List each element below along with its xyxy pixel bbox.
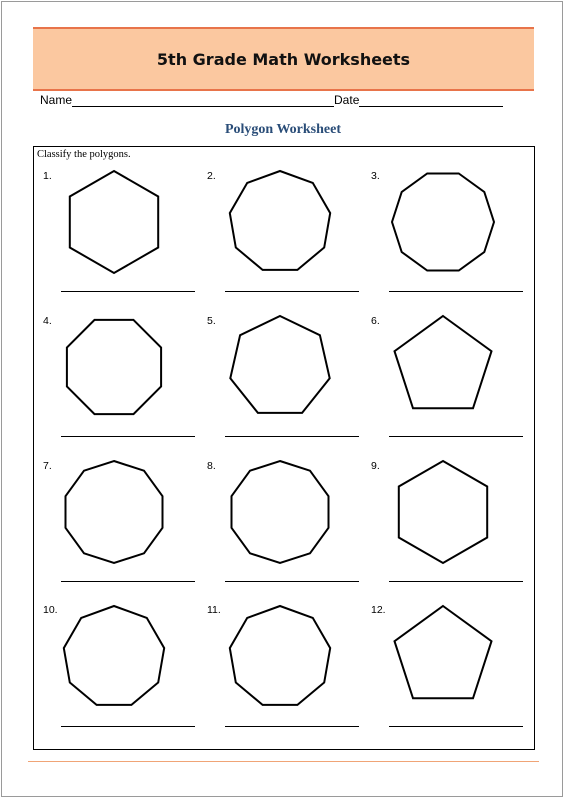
answer-line[interactable] (389, 726, 523, 727)
page-title: 5th Grade Math Worksheets (156, 49, 411, 69)
footer-rule (28, 761, 539, 762)
problem-number: 12. (371, 604, 386, 616)
answer-line[interactable] (225, 726, 359, 727)
instructions: Classify the polygons. (37, 149, 131, 160)
decagon-shape (66, 461, 163, 563)
nonagon-shape (230, 606, 330, 705)
answer-line[interactable] (389, 436, 523, 437)
heptagon-shape (230, 316, 329, 413)
nonagon-shape (64, 606, 164, 705)
problem-number: 11. (207, 604, 221, 616)
problem-number: 10. (43, 604, 58, 616)
hexagon-shape (70, 171, 158, 273)
answer-line[interactable] (61, 581, 195, 582)
problem-number: 6. (371, 315, 380, 327)
pentagon-shape (395, 606, 492, 698)
problem-number: 9. (371, 460, 380, 472)
nonagon-shape (230, 171, 330, 270)
problem-number: 3. (371, 170, 380, 182)
date-label: Date (334, 93, 360, 107)
decagon-shape (392, 174, 494, 271)
problem-number: 7. (43, 460, 52, 472)
octagon-shape (67, 320, 161, 414)
problem-number: 4. (43, 315, 52, 327)
decagon-shape (232, 461, 329, 563)
answer-line[interactable] (389, 291, 523, 292)
answer-line[interactable] (225, 581, 359, 582)
problem-number: 8. (207, 460, 216, 472)
problem-number: 1. (43, 170, 52, 182)
problem-number: 2. (207, 170, 216, 182)
name-label: Name (40, 93, 73, 107)
answer-line[interactable] (389, 581, 523, 582)
pentagon-shape (395, 316, 492, 408)
answer-line[interactable] (225, 291, 359, 292)
answer-line[interactable] (61, 291, 195, 292)
worksheet-title: Polygon Worksheet (224, 122, 342, 137)
answer-line[interactable] (225, 436, 359, 437)
hexagon-shape (399, 461, 487, 563)
answer-line[interactable] (61, 436, 195, 437)
answer-line[interactable] (61, 726, 195, 727)
problem-number: 5. (207, 315, 216, 327)
